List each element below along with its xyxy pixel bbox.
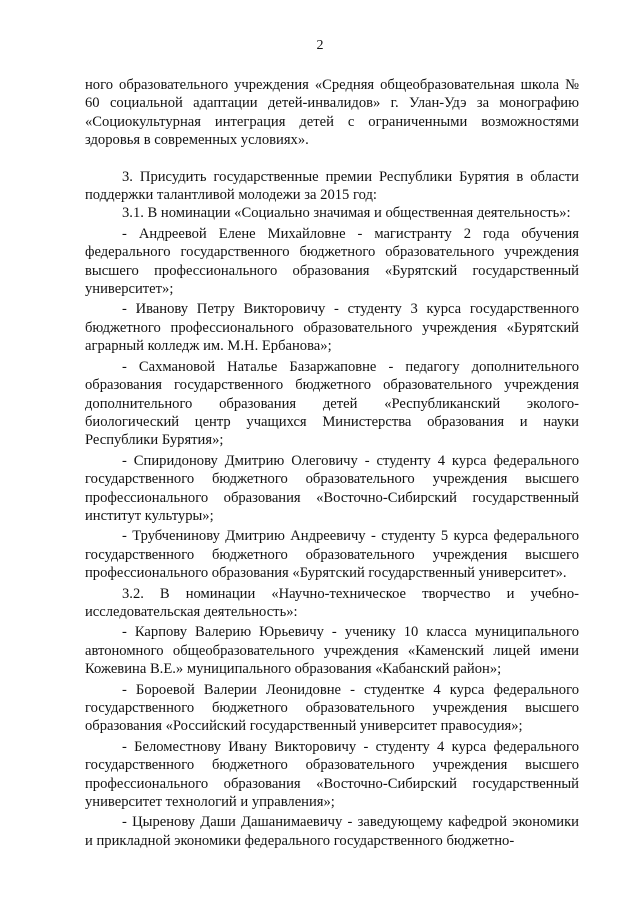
page-number: 2 [316, 38, 324, 53]
list-item: - Бороевой Валерии Леонидовне - студентке 4 курса федерального государственного бюджетного образовательного учреждения высшего образования «Российский государственный университет правосудия»; [85, 681, 579, 735]
list-item: - Сахмановой Наталье Базаржаповне - педагогу дополнительного образования государственного бюджетного образовательного учреждения дополнительного образования детей «Республиканский эколого-биологический центр учащихся Министерства образования и науки Республики Бурятия»; [85, 358, 579, 449]
paragraph-nomination-3-1: 3.1. В номинации «Социально значимая и общественная деятельность»: [122, 205, 571, 222]
list-item: - Карпову Валерию Юрьевичу - ученику 10 класса муниципального автономного общеобразовательного учреждения «Каменский лицей имени Кожевина В.Е.» муниципального образования «Кабанский район»; [85, 624, 579, 678]
list-item: - Беломестнову Ивану Викторовичу - студенту 4 курса федерального государственного бюджетного образовательного учреждения высшего профессионального образования «Восточно-Сибирский государственный университет технологий и управления»; [85, 738, 579, 811]
list-item: - Цыренову Даши Дашанимаевичу - заведующему кафедрой экономики и прикладной экономики федерального государственного бюджетно- [85, 814, 579, 849]
list-item: - Спиридонову Дмитрию Олеговичу - студенту 4 курса федерального государственного бюджетного образовательного учреждения высшего профессионального образования «Восточно-Сибирский государственный институт культуры»; [85, 452, 579, 524]
list-item: - Андреевой Елене Михайловне - магистранту 2 года обучения федерального государственного бюджетного образовательного учреждения высшего профессионального образования «Бурятский государственный университет»; [85, 225, 579, 298]
document-body [85, 76, 579, 850]
paragraph-nomination-3-2: 3.2. В номинации «Научно-техническое творчество и учебно-исследовательская деятельность»: [85, 585, 579, 620]
paragraph-item-3: 3. Присудить государственные премии Республики Бурятия в области поддержки талантливой молодежи за 2015 год: [85, 168, 579, 204]
list-item: - Трубченинову Дмитрию Андреевичу - студенту 5 курса федерального государственного бюджетного образовательного учреждения высшего профессионального образования «Бурятский государственный университет». [85, 528, 579, 582]
list-item: - Иванову Петру Викторовичу - студенту 3 курса государственного бюджетного профессионального образовательного учреждения «Бурятский аграрный колледж им. М.Н. Ербанова»; [85, 301, 579, 355]
paragraph-continuation: ного образовательного учреждения «Средняя общеобразовательная школа № 60 социальной адаптации детей-инвалидов» г. Улан-Удэ за монографию «Социокультурная интеграция детей с ограниченными возможностями здоровья в современных условиях». [85, 77, 579, 149]
